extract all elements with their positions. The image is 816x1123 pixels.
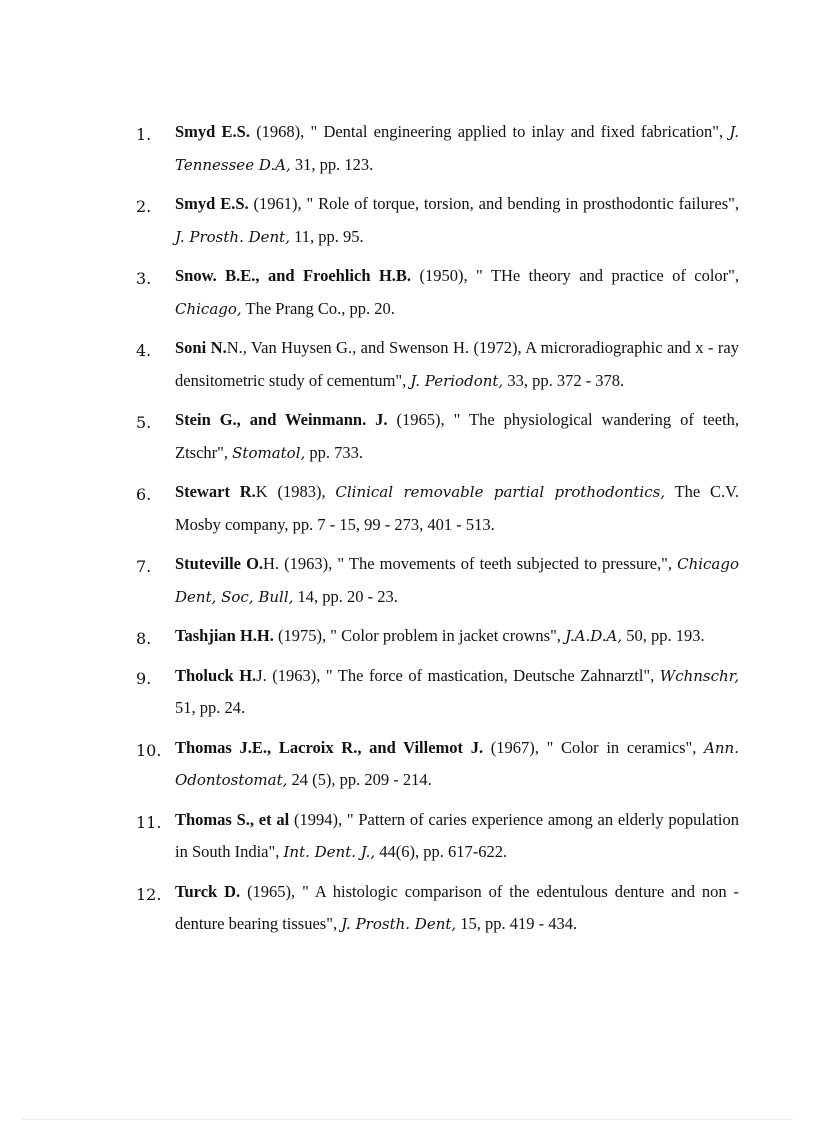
reference-tail: pp. 733. [305, 442, 364, 462]
reference-item-8 [0, 620, 739, 653]
reference-number: 4. [136, 341, 152, 360]
reference-number: 11. [136, 812, 162, 832]
reference-journal: Wchnschr, [659, 666, 739, 685]
reference-item-3 [0, 260, 739, 325]
reference-tail: 14, pp. 20 - 23. [293, 586, 398, 606]
reference-item-6 [0, 476, 739, 541]
reference-text: (1961), " Role of torque, torsion, and bending in prosthodontic failures", [248, 194, 739, 213]
reference-journal: Clinical removable partial prothodontics, [335, 483, 666, 501]
reference-item-9 [0, 660, 739, 725]
reference-text: H. (1963), " The movements of teeth subjected to pressure,", [263, 554, 678, 573]
reference-text: J. (1963), " The force of mastication, Deutsche Zahnarztl", [256, 665, 660, 685]
reference-journal: Stomatol, [232, 443, 306, 462]
reference-author: Stuteville O. [175, 554, 264, 573]
reference-text: (1975), " Color problem in jacket crowns", [273, 626, 566, 645]
reference-author: Thomas J.E., Lacroix R., and Villemot J. [175, 737, 484, 757]
reference-tail: 11, pp. 95. [289, 226, 364, 246]
reference-item-11 [0, 804, 739, 869]
reference-tail: 24 (5), pp. 209 - 214. [287, 770, 432, 789]
reference-tail: 50, pp. 193. [622, 626, 705, 645]
reference-item-2 [0, 188, 739, 253]
reference-author: Soni N. [175, 338, 227, 357]
reference-item-4 [0, 332, 739, 397]
reference-tail: The C.V. Mosby company, pp. 7 - 15, 99 - 273, 401 - 513. [175, 482, 739, 534]
reference-journal: Int. Dent. J., [283, 843, 376, 861]
reference-number: 8. [136, 629, 152, 648]
reference-author: Snow. B.E., and Froehlich H.B. [175, 266, 412, 285]
reference-item-5 [0, 404, 739, 469]
reference-tail: The Prang Co., pp. 20. [241, 298, 395, 318]
reference-text: (1965), " The physiological wandering of teeth, Ztschr", [175, 410, 740, 462]
reference-author: Turck D. [175, 881, 241, 901]
reference-journal: Ann. Odontostomat, [175, 738, 739, 789]
reference-text: (1994), " Pattern of caries experience among an elderly population in South India", [175, 809, 739, 861]
reference-author: Tholuck H. [175, 665, 257, 685]
reference-number: 5. [136, 413, 152, 432]
reference-tail: 33, pp. 372 - 378. [503, 370, 625, 390]
page-bottom-divider [22, 1119, 794, 1120]
reference-number: 10. [136, 740, 162, 760]
reference-journal: Chicago Dent, Soc, Bull, [175, 555, 740, 606]
reference-journal: J. Tennessee D.A, [175, 123, 739, 174]
reference-text: N., Van Huysen G., and Swenson H. (1972), A microradiographic and x - ray densitometric study of cementum", [175, 338, 740, 390]
reference-journal: J. Periodont, [410, 371, 504, 390]
reference-tail: 31, pp. 123. [290, 154, 374, 174]
reference-item-12 [0, 876, 739, 941]
reference-list [0, 116, 816, 948]
reference-number: 12. [136, 884, 162, 904]
reference-text: (1965), " A histologic comparison of the edentulous denture and non - denture bearing tissues", [175, 881, 740, 933]
reference-author: Stewart R. [175, 482, 256, 501]
reference-author: Thomas S., et al [175, 809, 290, 829]
reference-journal: J. Prosth. Dent, [175, 227, 290, 246]
reference-number: 3. [136, 269, 152, 288]
reference-number: 7. [136, 557, 152, 576]
reference-author: Smyd E.S. [175, 194, 249, 213]
reference-author: Smyd E.S. [175, 122, 250, 141]
reference-number: 2. [136, 197, 152, 216]
reference-text: K (1983), [255, 482, 336, 501]
reference-journal: J.A.D.A, [565, 627, 623, 645]
reference-journal: J. Prosth. Dent, [341, 915, 457, 933]
reference-number: 9. [136, 668, 152, 688]
reference-author: Stein G., and Weinmann. J. [175, 410, 388, 429]
reference-item-1 [0, 116, 739, 181]
reference-item-7 [0, 548, 739, 613]
reference-text: (1968), " Dental engineering applied to inlay and fixed fabrication", [249, 122, 730, 141]
reference-tail: 15, pp. 419 - 434. [456, 914, 578, 933]
reference-journal: Chicago, [175, 299, 242, 318]
reference-tail: 44(6), pp. 617-622. [375, 842, 508, 861]
reference-tail: 51, pp. 24. [175, 698, 246, 717]
reference-number: 1. [136, 125, 152, 144]
reference-author: Tashjian H.H. [175, 626, 274, 645]
reference-text: (1967), " Color in ceramics", [483, 737, 705, 757]
reference-number: 6. [136, 485, 152, 504]
reference-item-10 [0, 732, 739, 797]
reference-text: (1950), " THe theory and practice of color", [411, 266, 740, 285]
